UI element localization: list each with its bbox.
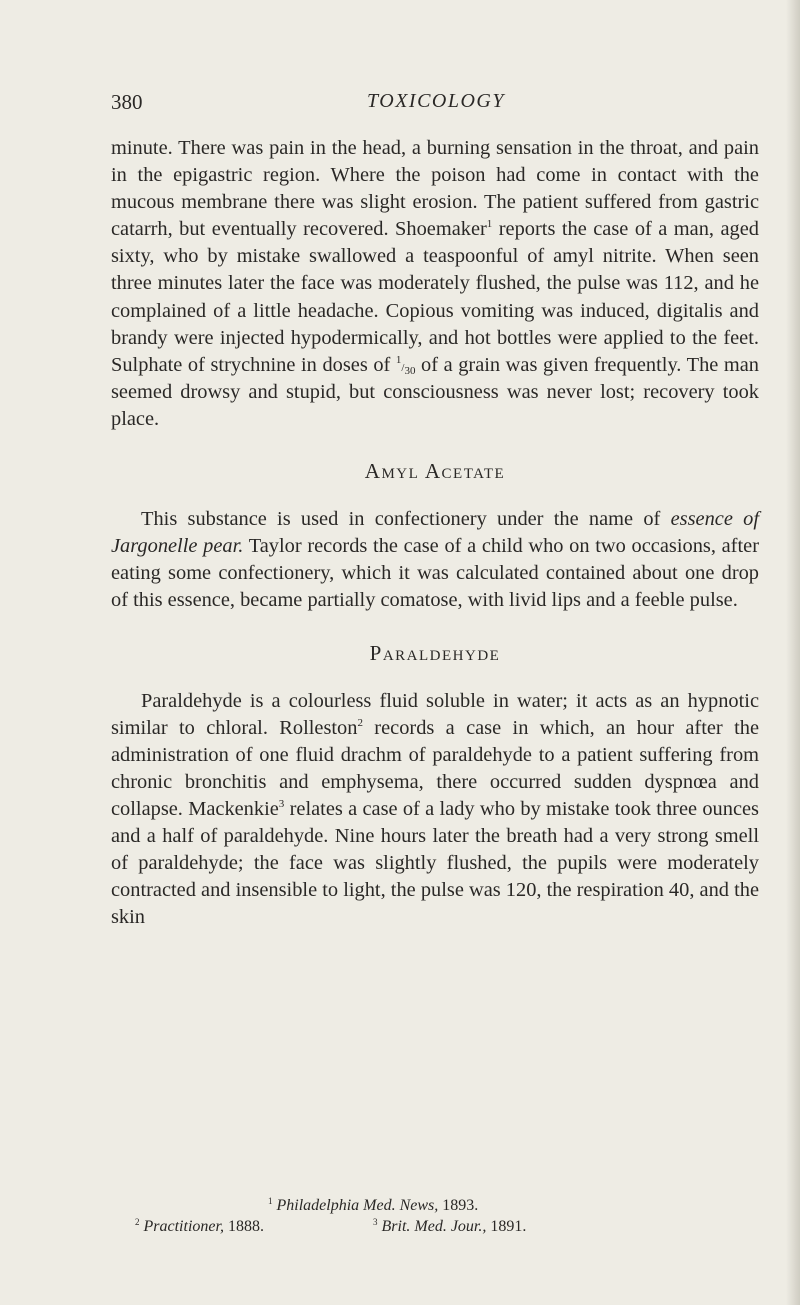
footnote-source: Practitioner, — [143, 1218, 224, 1235]
page-number: 380 — [111, 90, 143, 114]
paragraph-text: reports the case of a man, aged sixty, who by mistake swallowed a teaspoonful of amyl nitrite. When seen three minutes later the face was moderately flushed, the pulse was 112, and he complained of a little headache. Copious vomiting was induced, digitalis and brandy were injected hypodermically, and hot bottles were applied to the feet. Sulphate of strychnine in doses of — [111, 218, 759, 376]
footnote-source: Philadelphia Med. News, — [276, 1197, 439, 1214]
paragraph-text: Paraldehyde is a colourless fluid soluble in water; it acts as an hypnotic similar to chloral. Rolleston — [111, 689, 759, 739]
footnote-ref: 1 — [486, 218, 493, 231]
paragraph-text: relates a case of a lady who by mistake took three ounces and a half of paraldehyde. Nine hours later the breath had a very strong smell of paraldehyde; the face was slightly flushed, the pupils were moderately contracted and insensible to light, the pulse was 120, the respiration 40, and the skin — [111, 797, 759, 929]
footnote-year: 1891. — [486, 1218, 527, 1235]
fraction-denominator: 30 — [404, 364, 416, 377]
footnote-row — [111, 1216, 759, 1237]
paragraph-text: This substance is used in confectionery under the name of — [141, 508, 671, 531]
running-title: TOXICOLOGY — [367, 90, 505, 112]
paragraph-amyl-acetate — [111, 506, 759, 614]
footnotes — [111, 1195, 759, 1237]
footnote-ref: 2 — [357, 716, 363, 729]
paragraph-text: Taylor records the case of a child who on two occasions, after eating some confectionery, which it was calculated contained about one drop of this essence, became partially comatose, with livid lips and a feeble pulse. — [111, 535, 759, 612]
footnote-3 — [373, 1216, 526, 1237]
fraction: 1/30 — [395, 353, 416, 377]
footnote-mark: 2 — [135, 1217, 140, 1227]
page-body — [111, 135, 759, 931]
footnote-ref: 3 — [278, 797, 285, 810]
footnote-mark: 3 — [373, 1217, 378, 1227]
paragraph-text: of a grain was given frequently. The man seemed drowsy and stupid, but consciousness was never lost; recovery took place. — [111, 353, 759, 430]
italic-term: essence of Jargonelle pear. — [111, 508, 760, 558]
footnote-year: 1888. — [223, 1218, 264, 1235]
footnote-year: 1893. — [438, 1197, 479, 1214]
paragraph-text: records a case in which, an hour after the administration of one fluid drachm of paraldehyde to a patient suffering from chronic bronchitis and emphysema, there occurred sudden dyspnœa and collapse. Mackenkie — [111, 716, 759, 820]
page-header — [111, 86, 761, 120]
paragraph-text: minute. There was pain in the head, a burning sensation in the throat, and pain in the epigastric region. Where the poison had come in contact with the mucous membrane there was slight erosion. The patient suffered from gastric catarrh, but eventually recovered. Shoemaker — [111, 137, 759, 241]
page-edge-shadow — [786, 0, 800, 1305]
section-heading-paraldehyde: Paraldehyde — [369, 640, 501, 665]
footnote-source: Brit. Med. Jour., — [381, 1218, 487, 1235]
section-heading-amyl-acetate: Amyl Acetate — [364, 459, 506, 484]
paragraph-amyl-nitrite-cases — [111, 135, 759, 433]
footnote-mark: 1 — [268, 1196, 273, 1206]
footnote-row — [111, 1195, 759, 1216]
paragraph-paraldehyde — [111, 688, 759, 932]
footnote-2 — [135, 1216, 264, 1237]
fraction-numerator: 1 — [395, 353, 402, 366]
footnote-1 — [268, 1195, 478, 1216]
